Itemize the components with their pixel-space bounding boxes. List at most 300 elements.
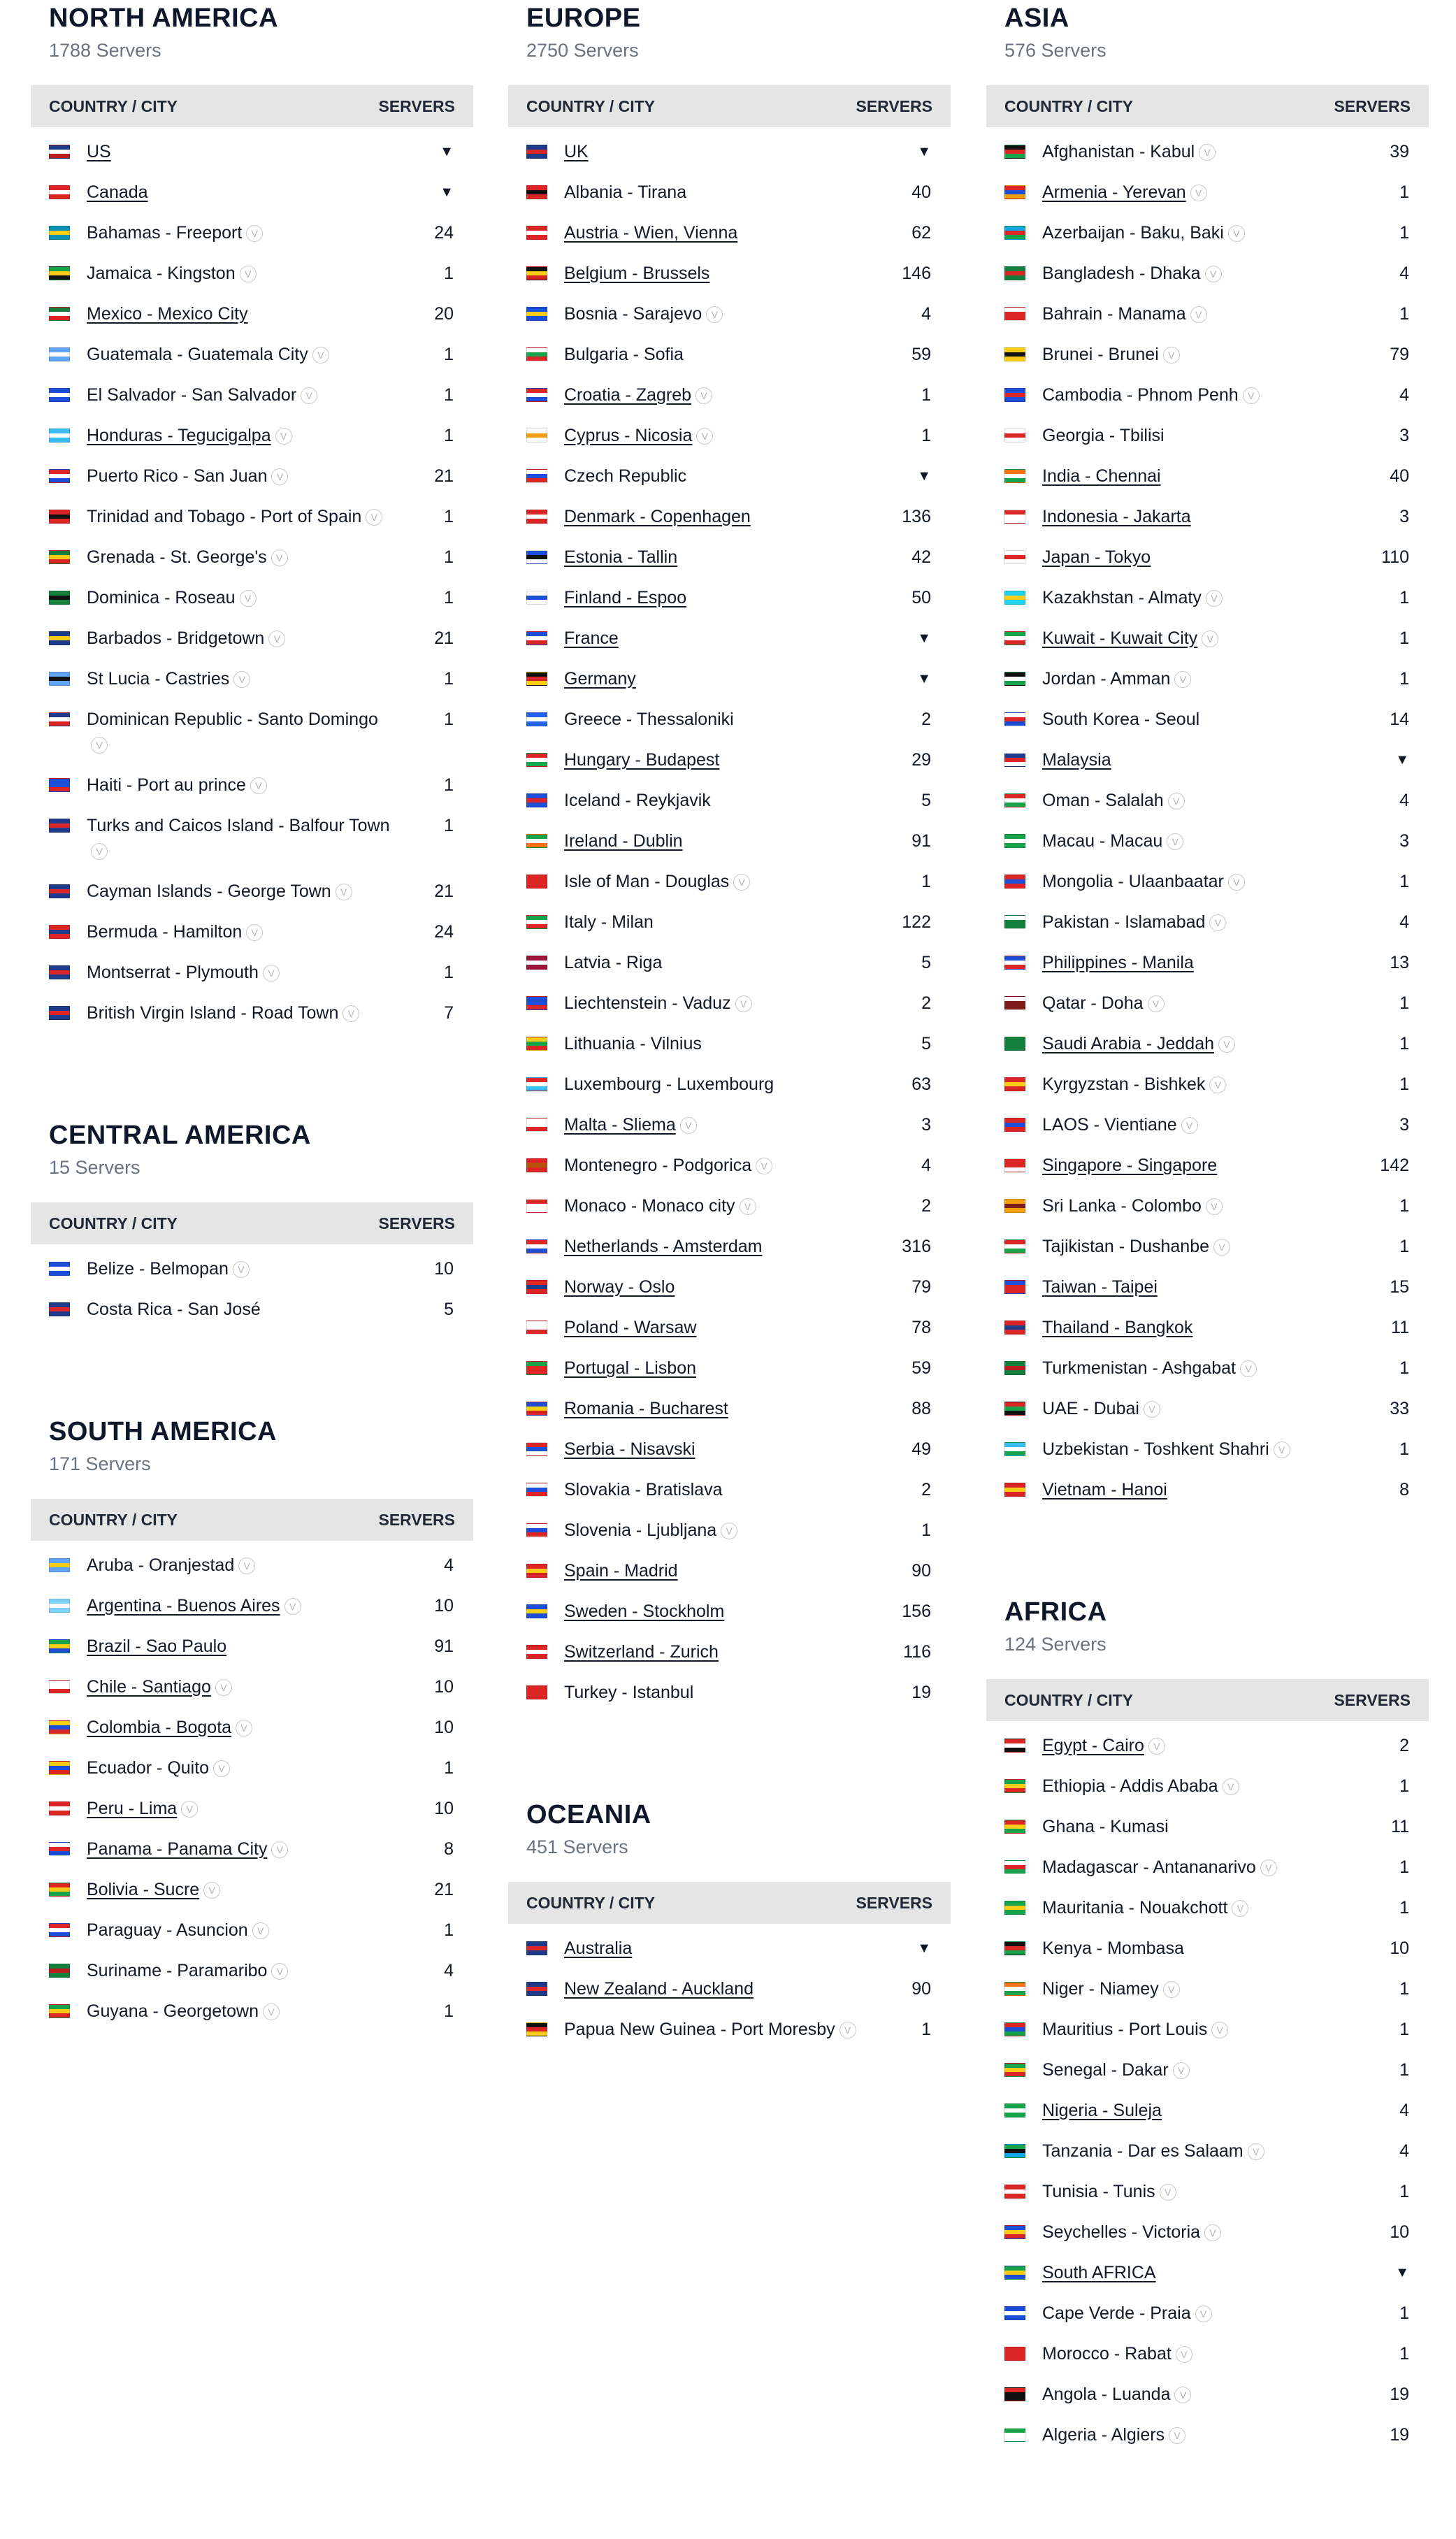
location-name: Costa Rica - San José <box>87 1300 261 1319</box>
table-row[interactable] <box>986 942 1429 983</box>
table-row[interactable] <box>508 213 951 253</box>
location-name: Cape Verde - Praia <box>1042 2303 1191 2323</box>
location-link[interactable]: Netherlands - Amsterdam <box>564 1237 763 1256</box>
location-cell <box>1004 747 1111 772</box>
server-count: 1 <box>1399 2020 1409 2039</box>
table-row[interactable] <box>508 1307 951 1348</box>
table-row[interactable] <box>986 740 1429 780</box>
location-link[interactable]: Denmark - Copenhagen <box>564 507 751 526</box>
location-label <box>1042 261 1222 286</box>
table-row[interactable] <box>31 1829 473 1869</box>
location-cell <box>526 1680 693 1705</box>
location-name: Oman - Salalah <box>1042 791 1164 810</box>
location-link[interactable]: Spain - Madrid <box>564 1561 678 1581</box>
table-row[interactable] <box>508 1928 951 1969</box>
table-row[interactable] <box>31 294 473 334</box>
location-label <box>564 1234 762 1259</box>
location-cell <box>1004 180 1207 205</box>
location-link[interactable]: India - Chennai <box>1042 466 1161 486</box>
location-cell <box>1004 2301 1212 2326</box>
table-row[interactable] <box>31 131 473 172</box>
location-link[interactable]: Philippines - Manila <box>1042 953 1194 972</box>
location-link[interactable]: Hungary - Budapest <box>564 750 720 770</box>
location-cell <box>526 1558 678 1583</box>
location-link[interactable]: Serbia - Nisavski <box>564 1439 695 1459</box>
location-name: Qatar - Doha <box>1042 993 1144 1013</box>
table-row <box>508 1064 951 1105</box>
location-label <box>87 960 280 985</box>
server-count: 1 <box>1399 993 1409 1013</box>
location-cell <box>49 1256 250 1281</box>
location-label <box>1042 301 1207 326</box>
server-count: 14 <box>1390 710 1409 729</box>
region-title: ASIA <box>1004 3 1069 33</box>
table-row[interactable] <box>986 1725 1429 1766</box>
location-cell <box>1004 869 1245 894</box>
table-row[interactable] <box>508 577 951 618</box>
location-link[interactable]: Finland - Espoo <box>564 588 687 607</box>
location-link[interactable]: Honduras - Tegucigalpa <box>87 426 271 445</box>
server-count: 39 <box>1390 142 1409 161</box>
location-label <box>87 585 257 610</box>
location-cell <box>49 666 250 691</box>
location-cell <box>526 1031 702 1056</box>
location-name: Guatemala - Guatemala City <box>87 345 308 364</box>
server-count: 21 <box>434 628 454 648</box>
location-link[interactable]: Chile - Santiago <box>87 1677 211 1697</box>
flag-icon <box>1004 388 1025 402</box>
flag-icon <box>526 1483 547 1497</box>
table-row[interactable] <box>508 253 951 294</box>
chevron-down-icon[interactable]: ▼ <box>440 185 454 200</box>
server-count: 1 <box>444 588 454 607</box>
table-row[interactable] <box>508 375 951 415</box>
table-row[interactable] <box>986 1145 1429 1186</box>
location-link[interactable]: Austria - Wien, Vienna <box>564 223 738 243</box>
location-cell <box>1004 1396 1160 1421</box>
location-label <box>1042 1112 1198 1137</box>
server-count: 4 <box>1399 912 1409 932</box>
location-label <box>1042 423 1165 448</box>
location-label <box>564 342 684 367</box>
location-link[interactable]: Croatia - Zagreb <box>564 385 692 405</box>
server-count: 3 <box>1399 426 1409 445</box>
flag-icon <box>1004 672 1025 686</box>
location-label <box>1042 180 1207 205</box>
location-link[interactable]: Sweden - Stockholm <box>564 1602 725 1621</box>
location-link[interactable]: Canada <box>87 182 148 202</box>
location-cell <box>1004 2382 1191 2407</box>
table-row[interactable] <box>508 1388 951 1429</box>
location-label <box>564 747 719 772</box>
location-label <box>564 382 712 408</box>
flag-icon <box>1004 145 1025 159</box>
table-row <box>986 253 1429 294</box>
table-row <box>986 213 1429 253</box>
table-row[interactable] <box>986 1267 1429 1307</box>
location-link[interactable]: Estonia - Tallin <box>564 547 678 567</box>
location-link[interactable]: Ireland - Dublin <box>564 831 683 851</box>
location-cell <box>526 626 619 651</box>
server-count: 1 <box>444 2001 454 2021</box>
flag-icon <box>49 1262 70 1276</box>
table-row[interactable] <box>508 1591 951 1632</box>
flag-icon <box>1004 996 1025 1010</box>
chevron-down-icon[interactable]: ▼ <box>1395 752 1409 768</box>
chevron-down-icon[interactable]: ▼ <box>440 144 454 159</box>
table-row[interactable] <box>508 415 951 456</box>
location-link[interactable]: Belgium - Brussels <box>564 264 710 283</box>
table-row[interactable] <box>508 1267 951 1307</box>
location-label <box>87 666 250 691</box>
location-link[interactable]: Indonesia - Jakarta <box>1042 507 1191 526</box>
column-header-servers: SERVERS <box>378 1214 455 1232</box>
server-count: 146 <box>902 264 931 283</box>
server-count: 42 <box>911 547 931 567</box>
location-link[interactable]: Poland - Warsaw <box>564 1318 697 1337</box>
location-cell <box>1004 1193 1223 1218</box>
column-header-servers: SERVERS <box>1334 1690 1411 1709</box>
table-row <box>31 456 473 496</box>
table-row <box>508 699 951 740</box>
location-cell <box>49 960 280 985</box>
location-label <box>1042 2422 1185 2447</box>
location-cell <box>49 772 267 798</box>
server-count: 4 <box>1399 2141 1409 2161</box>
location-link[interactable]: Vietnam - Hanoi <box>1042 1480 1167 1499</box>
location-link[interactable]: UK <box>564 142 589 161</box>
server-count: 1 <box>444 710 454 729</box>
table-header <box>31 1499 473 1541</box>
location-link[interactable]: Nigeria - Suleja <box>1042 2101 1162 2120</box>
location-link[interactable]: Saudi Arabia - Jeddah <box>1042 1034 1215 1053</box>
location-label <box>1042 504 1191 529</box>
table-row <box>986 2415 1429 2455</box>
location-link[interactable]: New Zealand - Auckland <box>564 1979 754 1999</box>
location-label <box>87 504 382 529</box>
server-count: 59 <box>911 1358 931 1378</box>
server-count: 1 <box>1399 1074 1409 1094</box>
location-cell <box>526 1936 632 1961</box>
column-header-servers: SERVERS <box>378 96 455 115</box>
location-label <box>87 180 148 205</box>
table-row <box>986 415 1429 456</box>
chevron-down-icon[interactable]: ▼ <box>917 1941 931 1956</box>
location-link[interactable]: Peru - Lima <box>87 1799 178 1818</box>
location-label <box>564 545 677 570</box>
table-row <box>986 659 1429 699</box>
virtual-location-icon: V <box>1248 2143 1264 2160</box>
table-row <box>508 1469 951 1510</box>
table-row[interactable] <box>508 821 951 861</box>
location-label <box>87 1297 261 1322</box>
location-link[interactable]: Panama - Panama City <box>87 1839 268 1859</box>
location-label <box>1042 585 1223 610</box>
flag-icon <box>1004 1239 1025 1253</box>
server-list <box>508 1928 951 2050</box>
location-cell <box>526 423 713 448</box>
server-count: 1 <box>1399 223 1409 243</box>
location-link[interactable]: Taiwan - Taipei <box>1042 1277 1158 1297</box>
location-cell <box>526 666 636 691</box>
location-link[interactable]: US <box>87 142 111 161</box>
server-count: 24 <box>434 922 454 942</box>
location-link[interactable]: Mexico - Mexico City <box>87 304 248 324</box>
location-name: British Virgin Island - Road Town <box>87 1003 339 1023</box>
table-row <box>31 1950 473 1991</box>
table-row[interactable] <box>508 1551 951 1591</box>
location-name: Czech Republic <box>564 466 687 486</box>
table-row <box>508 902 951 942</box>
location-label <box>564 504 751 529</box>
virtual-location-icon: V <box>271 1963 288 1980</box>
location-name: Brunei - Brunei <box>1042 345 1159 364</box>
location-label <box>1042 545 1151 570</box>
server-count: 4 <box>1399 385 1409 405</box>
location-link[interactable]: Kuwait - Kuwait City <box>1042 628 1198 648</box>
flag-icon <box>1004 1901 1025 1915</box>
server-count: 4 <box>921 304 931 324</box>
virtual-location-icon: V <box>213 1760 230 1777</box>
table-row <box>31 253 473 294</box>
table-row[interactable] <box>986 1307 1429 1348</box>
server-count: 1 <box>1399 1034 1409 1053</box>
flag-icon <box>49 1558 70 1572</box>
table-row[interactable] <box>31 1667 473 1707</box>
location-link[interactable]: Armenia - Yerevan <box>1042 182 1186 202</box>
column-header-servers: SERVERS <box>1334 96 1411 115</box>
location-link[interactable]: France <box>564 628 619 648</box>
virtual-location-icon: V <box>1211 2022 1228 2038</box>
table-row[interactable] <box>508 1969 951 2009</box>
location-label <box>1042 1477 1167 1502</box>
server-count: 8 <box>1399 1480 1409 1499</box>
location-link[interactable]: Cyprus - Nicosia <box>564 426 693 445</box>
location-label <box>564 220 737 245</box>
flag-icon <box>1004 266 1025 280</box>
chevron-down-icon[interactable]: ▼ <box>917 631 931 646</box>
table-row[interactable] <box>31 1585 473 1626</box>
location-label <box>87 707 398 757</box>
chevron-down-icon[interactable]: ▼ <box>1395 2265 1409 2280</box>
location-link[interactable]: Romania - Bucharest <box>564 1399 728 1418</box>
table-row[interactable] <box>986 172 1429 213</box>
server-count: 4 <box>921 1156 931 1175</box>
table-row[interactable] <box>31 1869 473 1910</box>
server-count: 5 <box>921 791 931 810</box>
location-name: Kyrgyzstan - Bishkek <box>1042 1074 1206 1094</box>
table-row[interactable] <box>508 1105 951 1145</box>
location-name: Greece - Thessaloniki <box>564 710 734 729</box>
location-link[interactable]: Switzerland - Zurich <box>564 1642 719 1662</box>
location-link[interactable]: Colombia - Bogota <box>87 1718 232 1737</box>
location-label <box>564 180 686 205</box>
table-row[interactable] <box>508 537 951 577</box>
location-link[interactable]: Germany <box>564 669 636 689</box>
table-row[interactable] <box>508 131 951 172</box>
location-name: Bosnia - Sarajevo <box>564 304 702 324</box>
server-count: 1 <box>444 264 454 283</box>
flag-icon <box>526 1321 547 1335</box>
table-row[interactable] <box>986 2252 1429 2293</box>
location-link[interactable]: Egypt - Cairo <box>1042 1736 1144 1755</box>
location-label <box>564 1680 693 1705</box>
location-name: Slovakia - Bratislava <box>564 1480 723 1499</box>
location-name: Seychelles - Victoria <box>1042 2222 1201 2242</box>
location-link[interactable]: Argentina - Buenos Aires <box>87 1596 280 1616</box>
location-cell <box>49 1796 198 1821</box>
location-name: Albania - Tirana <box>564 182 687 202</box>
location-name: Cayman Islands - George Town <box>87 882 331 901</box>
table-row[interactable] <box>508 740 951 780</box>
location-link[interactable]: Brazil - Sao Paulo <box>87 1637 227 1656</box>
table-row[interactable] <box>986 1023 1429 1064</box>
flag-icon <box>49 965 70 979</box>
server-count: 10 <box>434 1799 454 1818</box>
column-header-country: COUNTRY / CITY <box>526 96 656 115</box>
server-count: 49 <box>911 1439 931 1459</box>
table-row[interactable] <box>986 537 1429 577</box>
table-row[interactable] <box>31 172 473 213</box>
server-count: 21 <box>434 466 454 486</box>
location-cell <box>49 382 317 408</box>
location-link[interactable]: Thailand - Bangkok <box>1042 1318 1193 1337</box>
chevron-down-icon[interactable]: ▼ <box>917 144 931 159</box>
virtual-location-icon: V <box>1223 1778 1239 1795</box>
table-row <box>31 1545 473 1585</box>
table-header <box>986 85 1429 127</box>
virtual-location-icon: V <box>366 509 382 526</box>
table-row <box>31 765 473 805</box>
virtual-location-icon: V <box>268 631 285 647</box>
server-count: 59 <box>911 345 931 364</box>
chevron-down-icon[interactable]: ▼ <box>917 468 931 484</box>
location-cell <box>49 301 248 326</box>
location-link[interactable]: Australia <box>564 1939 633 1958</box>
flag-icon <box>526 266 547 280</box>
virtual-location-icon: V <box>1174 671 1191 688</box>
table-row[interactable] <box>508 1348 951 1388</box>
chevron-down-icon[interactable]: ▼ <box>917 671 931 686</box>
flag-icon <box>1004 2144 1025 2158</box>
location-label <box>564 139 589 164</box>
table-row <box>31 618 473 659</box>
virtual-location-icon: V <box>1190 306 1207 323</box>
flag-icon <box>1004 915 1025 929</box>
location-link[interactable]: Japan - Tokyo <box>1042 547 1151 567</box>
virtual-location-icon: V <box>1232 1900 1248 1917</box>
location-cell <box>49 423 292 448</box>
table-row[interactable] <box>508 1226 951 1267</box>
column-header-country: COUNTRY / CITY <box>49 96 178 115</box>
flag-icon <box>1004 591 1025 605</box>
location-name: Mongolia - Ulaanbaatar <box>1042 872 1224 891</box>
location-label <box>87 139 111 164</box>
server-count: 1 <box>444 1758 454 1778</box>
location-name: Slovenia - Ljubljana <box>564 1520 717 1540</box>
flag-icon <box>49 469 70 483</box>
table-row[interactable] <box>508 618 951 659</box>
table-row[interactable] <box>986 456 1429 496</box>
server-count: 1 <box>1399 304 1409 324</box>
table-row[interactable] <box>986 496 1429 537</box>
flag-icon <box>1004 1483 1025 1497</box>
server-count: 2 <box>921 1480 931 1499</box>
location-label <box>1042 1437 1290 1462</box>
table-row[interactable] <box>508 456 951 496</box>
location-cell <box>526 545 677 570</box>
server-count: 78 <box>911 1318 931 1337</box>
server-count: 91 <box>434 1637 454 1656</box>
server-count: 3 <box>1399 1115 1409 1135</box>
location-link[interactable]: Bolivia - Sucre <box>87 1880 200 1899</box>
flag-icon <box>526 1118 547 1132</box>
location-link[interactable]: Singapore - Singapore <box>1042 1156 1218 1175</box>
table-row[interactable] <box>508 496 951 537</box>
virtual-location-icon: V <box>233 671 250 688</box>
location-label <box>87 1553 255 1578</box>
server-count: 40 <box>1390 466 1409 486</box>
table-row[interactable] <box>31 1626 473 1667</box>
location-cell <box>49 1674 232 1699</box>
flag-icon <box>49 1639 70 1653</box>
server-count: 50 <box>911 588 931 607</box>
flag-icon <box>526 672 547 686</box>
location-label <box>87 1958 288 1983</box>
server-count: 1 <box>921 872 931 891</box>
table-row[interactable] <box>31 415 473 456</box>
table-row[interactable] <box>986 2090 1429 2131</box>
table-row[interactable] <box>986 1469 1429 1510</box>
flag-icon <box>526 2022 547 2036</box>
location-label <box>1042 1976 1180 2001</box>
table-row[interactable] <box>986 618 1429 659</box>
table-row <box>31 1249 473 1289</box>
server-count: 1 <box>1399 1358 1409 1378</box>
server-count: 142 <box>1380 1156 1409 1175</box>
location-name: Isle of Man - Douglas <box>564 872 730 891</box>
location-link[interactable]: Portugal - Lisbon <box>564 1358 697 1378</box>
location-link[interactable]: South AFRICA <box>1042 2263 1156 2282</box>
location-cell <box>49 707 398 757</box>
table-row[interactable] <box>31 1788 473 1829</box>
table-row[interactable] <box>508 1632 951 1672</box>
location-link[interactable]: Norway - Oslo <box>564 1277 675 1297</box>
server-count: 19 <box>1390 2385 1409 2404</box>
flag-icon <box>1004 1982 1025 1996</box>
table-row[interactable] <box>508 1429 951 1469</box>
location-link[interactable]: Malaysia <box>1042 750 1111 770</box>
location-cell <box>49 1836 288 1862</box>
location-label <box>87 1877 220 1902</box>
server-count: 1 <box>444 426 454 445</box>
table-row <box>986 294 1429 334</box>
region-title: EUROPE <box>526 3 641 33</box>
virtual-location-icon: V <box>1240 1360 1257 1377</box>
location-label <box>87 463 288 489</box>
virtual-location-icon: V <box>696 428 713 445</box>
location-cell <box>1004 504 1191 529</box>
location-link[interactable]: Malta - Sliema <box>564 1115 676 1135</box>
location-cell <box>1004 626 1218 651</box>
location-label <box>564 1518 737 1543</box>
location-cell <box>49 1958 288 1983</box>
region-title: CENTRAL AMERICA <box>49 1121 311 1150</box>
table-row[interactable] <box>31 1707 473 1748</box>
flag-icon <box>1004 429 1025 443</box>
table-row[interactable] <box>508 659 951 699</box>
location-cell <box>1004 423 1165 448</box>
